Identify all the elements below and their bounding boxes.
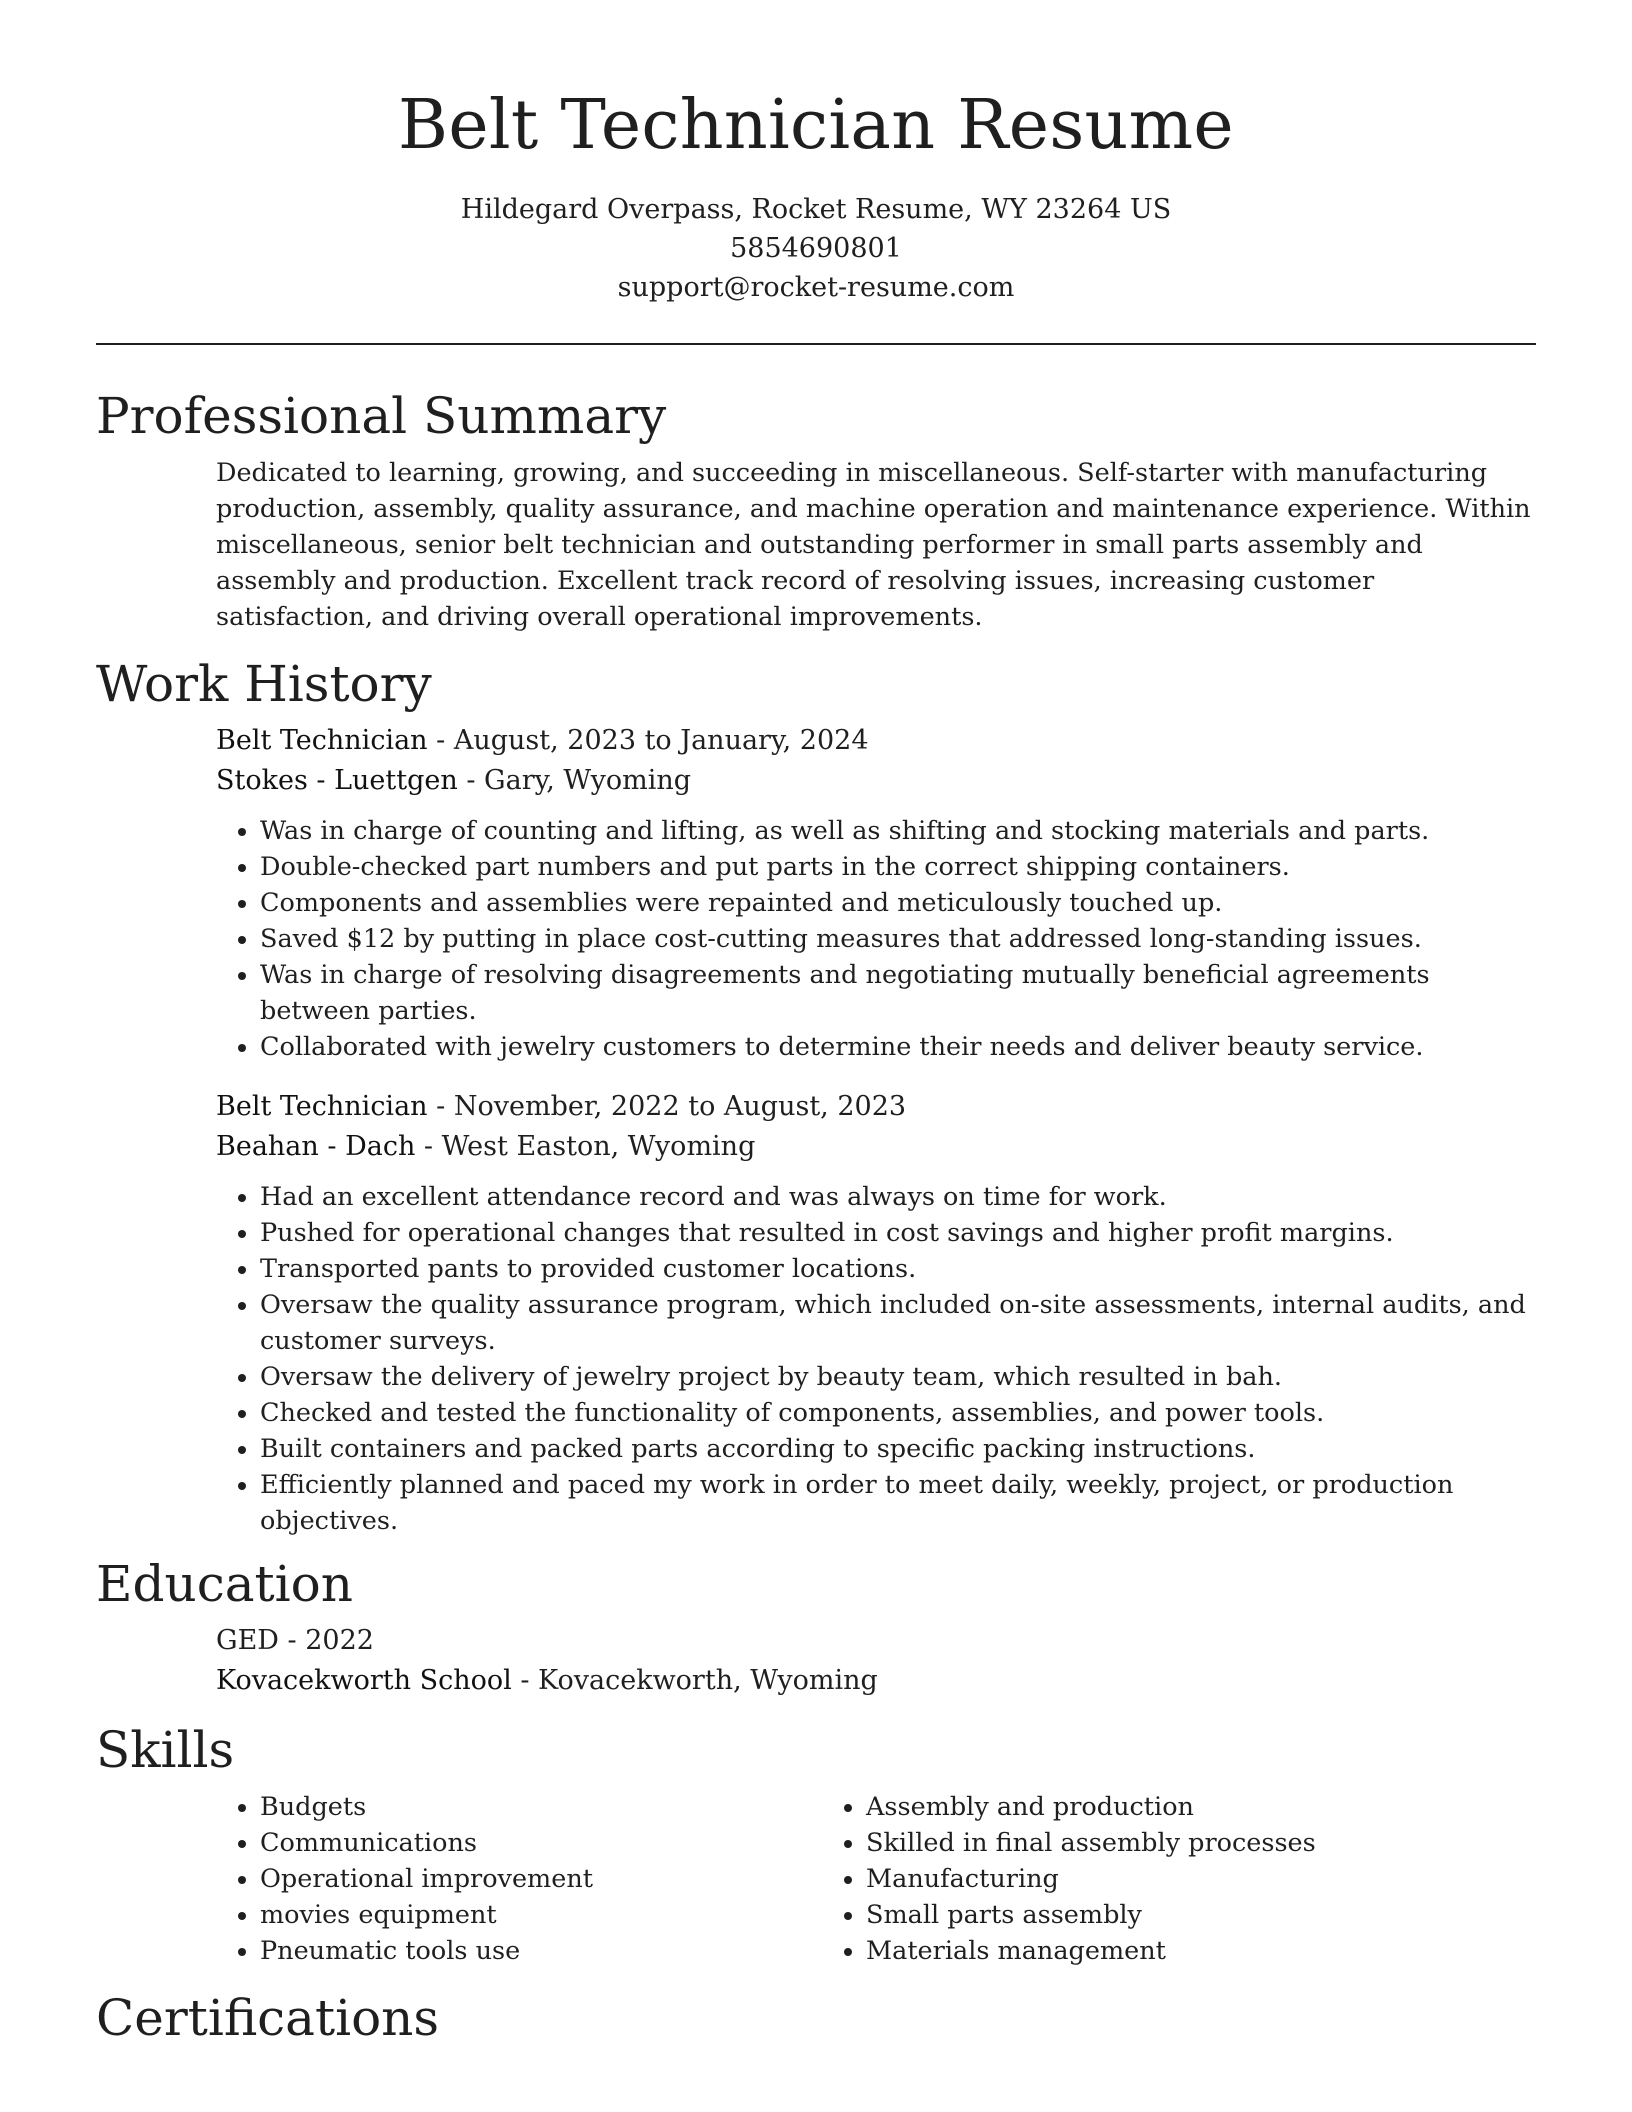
- job-dates: - November, 2022 to August, 2023: [427, 1091, 907, 1122]
- education-entry: [216, 1621, 1536, 1701]
- skill-item: • Pneumatic tools use: [260, 1933, 822, 1969]
- job-dates: - August, 2023 to January, 2024: [427, 725, 869, 756]
- job-bullet: • Pushed for operational changes that resulted in cost savings and higher profit margins.: [260, 1215, 1536, 1251]
- contact-address: Hildegard Overpass, Rocket Resume, WY 23264 US: [460, 194, 1172, 225]
- skill-item: • Communications: [260, 1825, 822, 1861]
- summary-heading: Professional Summary: [96, 387, 667, 445]
- job-bullet: • Saved $12 by putting in place cost-cutting measures that addressed long-standing issues.: [260, 921, 1536, 957]
- job-title: Belt Technician: [216, 1091, 428, 1122]
- skills-column-left: [216, 1789, 822, 1969]
- job-company: Stokes - Luettgen: [216, 765, 458, 796]
- job-bullets: [216, 1179, 1536, 1539]
- job-bullet: • Built containers and packed parts according to specific packing instructions.: [260, 1431, 1536, 1467]
- header-divider: [96, 343, 1536, 345]
- education-section: [96, 1553, 1536, 1701]
- job-title-line: [216, 1087, 1536, 1127]
- education-school-line: [216, 1661, 1536, 1701]
- job-bullet: • Oversaw the quality assurance program, which included on-site assessments, internal audits, and customer surveys.: [260, 1287, 1536, 1359]
- job-bullet: • Transported pants to provided customer locations.: [260, 1251, 1536, 1287]
- skill-item: • Manufacturing: [866, 1861, 1428, 1897]
- job-bullet: • Oversaw the delivery of jewelry project by beauty team, which resulted in bah.: [260, 1359, 1536, 1395]
- work-history-heading: Work History: [96, 655, 432, 713]
- job-location: - West Easton, Wyoming: [415, 1131, 756, 1162]
- job-bullet: • Had an excellent attendance record and was always on time for work.: [260, 1179, 1536, 1215]
- job-entry: [216, 721, 1536, 1065]
- contact-email: support@rocket-resume.com: [617, 272, 1015, 303]
- education-location: - Kovacekworth, Wyoming: [511, 1665, 878, 1696]
- work-history-section: [96, 653, 1536, 1539]
- skills-column-right: [822, 1789, 1428, 1969]
- skills-heading: Skills: [96, 1721, 235, 1779]
- certifications-heading: Certifications: [96, 1989, 440, 2047]
- job-entry: [216, 1087, 1536, 1539]
- skills-section: [96, 1719, 1536, 1969]
- education-heading: Education: [96, 1555, 353, 1613]
- job-bullet: • Efficiently planned and paced my work in order to meet daily, weekly, project, or production objectives.: [260, 1467, 1536, 1539]
- job-bullet: • Was in charge of resolving disagreements and negotiating mutually beneficial agreements between parties.: [260, 957, 1536, 1029]
- resume-page: [96, 0, 1536, 2049]
- resume-title: Belt Technician Resume: [398, 86, 1234, 165]
- skill-item: • Small parts assembly: [866, 1897, 1428, 1933]
- education-degree: GED - 2022: [216, 1625, 374, 1656]
- skill-item: • movies equipment: [260, 1897, 822, 1933]
- skill-item: • Assembly and production: [866, 1789, 1428, 1825]
- skill-item: • Skilled in final assembly processes: [866, 1825, 1428, 1861]
- job-bullet: • Was in charge of counting and lifting, as well as shifting and stocking materials and parts.: [260, 813, 1536, 849]
- job-bullet: • Collaborated with jewelry customers to determine their needs and deliver beauty service.: [260, 1029, 1536, 1065]
- skill-item: • Operational improvement: [260, 1861, 822, 1897]
- job-bullets: [216, 813, 1536, 1065]
- job-title: Belt Technician: [216, 725, 428, 756]
- job-title-line: [216, 721, 1536, 761]
- contact-block: [96, 190, 1536, 307]
- skill-item: • Materials management: [866, 1933, 1428, 1969]
- certifications-section: [96, 1987, 1536, 2049]
- job-bullet: • Double-checked part numbers and put parts in the correct shipping containers.: [260, 849, 1536, 885]
- job-bullet: • Components and assemblies were repainted and meticulously touched up.: [260, 885, 1536, 921]
- job-company: Beahan - Dach: [216, 1131, 416, 1162]
- job-bullet: • Checked and tested the functionality of components, assemblies, and power tools.: [260, 1395, 1536, 1431]
- job-company-line: [216, 761, 1536, 801]
- contact-phone: 5854690801: [730, 233, 902, 264]
- job-location: - Gary, Wyoming: [457, 765, 692, 796]
- summary-text: Dedicated to learning, growing, and succeeding in miscellaneous. Self-starter with manufacturing production, assembly, quality assurance, and machine operation and maintenance experience. Within miscellaneous, senior belt technician and outstanding performer in small parts assembly and assembly and production. Excellent track record of resolving issues, increasing customer satisfaction, and driving overall operational improvements.: [216, 458, 1531, 632]
- education-school: Kovacekworth School: [216, 1665, 512, 1696]
- job-company-line: [216, 1127, 1536, 1167]
- skills-grid: [216, 1789, 1536, 1969]
- summary-section: [96, 385, 1536, 635]
- skill-item: • Budgets: [260, 1789, 822, 1825]
